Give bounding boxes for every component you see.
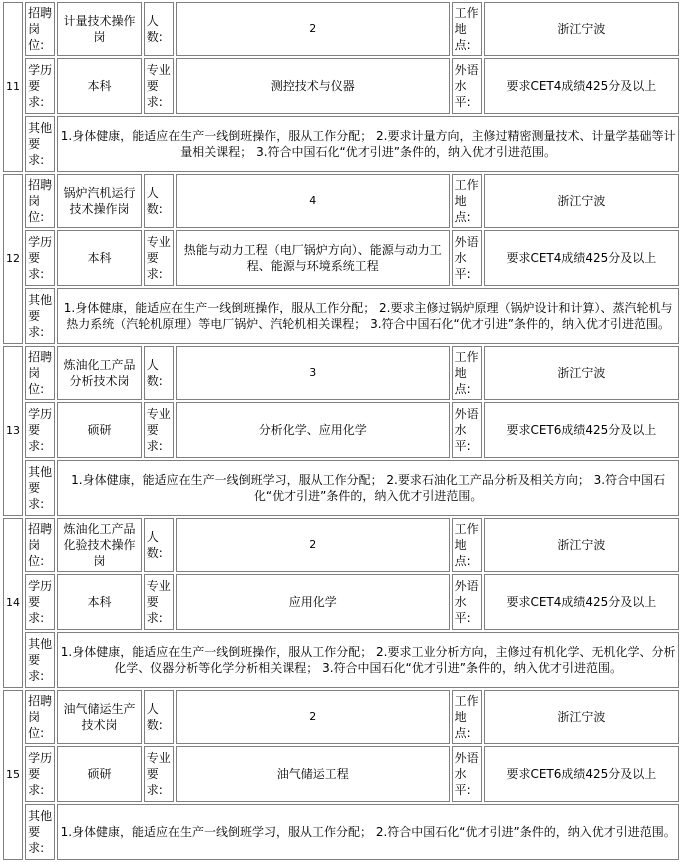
job-row-other [3, 632, 679, 688]
headcount-value: 4 [176, 174, 450, 228]
position-value: 锅炉汽机运行技术操作岗 [57, 174, 142, 228]
language-label: 外语水平: [452, 746, 482, 802]
headcount-value: 2 [176, 690, 450, 744]
major-label: 专业要求: [144, 230, 174, 286]
language-value: 要求CET4成绩425分及以上 [484, 230, 679, 286]
position-value: 炼油化工产品化验技术操作岗 [57, 518, 142, 572]
position-label: 招聘岗位: [25, 174, 55, 228]
job-row-position [3, 346, 679, 400]
other-label: 其他要求: [25, 116, 55, 172]
job-row-position [3, 2, 679, 56]
position-value: 炼油化工产品分析技术岗 [57, 346, 142, 400]
position-value: 计量技术操作岗 [57, 2, 142, 56]
position-label: 招聘岗位: [25, 690, 55, 744]
language-value: 要求CET6成绩425分及以上 [484, 746, 679, 802]
education-value: 本科 [57, 230, 142, 286]
job-row-education [3, 574, 679, 630]
major-label: 专业要求: [144, 746, 174, 802]
location-label: 工作地点: [452, 2, 482, 56]
major-label: 专业要求: [144, 58, 174, 114]
other-label: 其他要求: [25, 288, 55, 344]
education-value: 硕研 [57, 746, 142, 802]
major-label: 专业要求: [144, 574, 174, 630]
location-label: 工作地点: [452, 690, 482, 744]
job-row-other [3, 460, 679, 516]
education-label: 学历要求: [25, 574, 55, 630]
education-label: 学历要求: [25, 746, 55, 802]
job-row-education [3, 58, 679, 114]
education-label: 学历要求: [25, 230, 55, 286]
other-label: 其他要求: [25, 804, 55, 860]
headcount-value: 2 [176, 2, 450, 56]
job-row-other [3, 288, 679, 344]
job-row-position [3, 690, 679, 744]
location-value: 浙江宁波 [484, 690, 679, 744]
major-value: 分析化学、应用化学 [176, 402, 450, 458]
other-label: 其他要求: [25, 460, 55, 516]
headcount-value: 2 [176, 518, 450, 572]
job-row-position [3, 174, 679, 228]
job-seq-number: 13 [3, 346, 23, 516]
other-requirements-text: 1.身体健康，能适应在生产一线倒班操作，服从工作分配； 2.要求计量方向，主修过精密测量技术、计量学基础等计量相关课程； 3.符合中国石化“优才引进”条件的，纳入优才引进范围。 [57, 116, 679, 172]
other-requirements-text: 1.身体健康，能适应在生产一线倒班学习，服从工作分配； 2.要求石油化工产品分析及相关方向； 3.符合中国石化“优才引进”条件的，纳入优才引进范围。 [57, 460, 679, 516]
position-value: 油气储运生产技术岗 [57, 690, 142, 744]
headcount-value: 3 [176, 346, 450, 400]
recruitment-table [1, 0, 681, 862]
job-row-position [3, 518, 679, 572]
language-label: 外语水平: [452, 230, 482, 286]
education-label: 学历要求: [25, 58, 55, 114]
job-row-other [3, 804, 679, 860]
headcount-label: 人数: [144, 518, 174, 572]
headcount-label: 人数: [144, 346, 174, 400]
other-requirements-text: 1.身体健康，能适应在生产一线倒班操作，服从工作分配； 2.要求工业分析方向，主修过有机化学、无机化学、分析化学、仪器分析等化学分析相关课程； 3.符合中国石化“优才引进”条件的，纳入优才引进范围。 [57, 632, 679, 688]
education-label: 学历要求: [25, 402, 55, 458]
location-value: 浙江宁波 [484, 2, 679, 56]
job-seq-number: 14 [3, 518, 23, 688]
language-value: 要求CET4成绩425分及以上 [484, 58, 679, 114]
other-requirements-text: 1.身体健康，能适应在生产一线倒班学习，服从工作分配； 2.符合中国石化“优才引进”条件的，纳入优才引进范围。 [57, 804, 679, 860]
location-value: 浙江宁波 [484, 346, 679, 400]
location-label: 工作地点: [452, 174, 482, 228]
location-label: 工作地点: [452, 518, 482, 572]
job-row-education [3, 402, 679, 458]
job-row-other [3, 116, 679, 172]
position-label: 招聘岗位: [25, 2, 55, 56]
major-label: 专业要求: [144, 402, 174, 458]
education-value: 本科 [57, 574, 142, 630]
job-seq-number: 12 [3, 174, 23, 344]
headcount-label: 人数: [144, 690, 174, 744]
major-value: 应用化学 [176, 574, 450, 630]
headcount-label: 人数: [144, 174, 174, 228]
major-value: 油气储运工程 [176, 746, 450, 802]
location-label: 工作地点: [452, 346, 482, 400]
job-seq-number: 15 [3, 690, 23, 860]
other-label: 其他要求: [25, 632, 55, 688]
job-row-education [3, 746, 679, 802]
major-value: 测控技术与仪器 [176, 58, 450, 114]
location-value: 浙江宁波 [484, 174, 679, 228]
major-value: 热能与动力工程（电厂锅炉方向）、能源与动力工程、能源与环境系统工程 [176, 230, 450, 286]
position-label: 招聘岗位: [25, 518, 55, 572]
language-label: 外语水平: [452, 402, 482, 458]
job-seq-number: 11 [3, 2, 23, 172]
language-label: 外语水平: [452, 58, 482, 114]
education-value: 硕研 [57, 402, 142, 458]
position-label: 招聘岗位: [25, 346, 55, 400]
education-value: 本科 [57, 58, 142, 114]
language-value: 要求CET4成绩425分及以上 [484, 574, 679, 630]
language-label: 外语水平: [452, 574, 482, 630]
other-requirements-text: 1.身体健康，能适应在生产一线倒班操作，服从工作分配； 2.要求主修过锅炉原理（锅炉设计和计算）、蒸汽轮机与热力系统（汽轮机原理）等电厂锅炉、汽轮机相关课程； 3.符合中国石化“优才引进”条件的，纳入优才引进范围。 [57, 288, 679, 344]
headcount-label: 人数: [144, 2, 174, 56]
language-value: 要求CET6成绩425分及以上 [484, 402, 679, 458]
recruitment-table-body [3, 2, 679, 860]
job-row-education [3, 230, 679, 286]
location-value: 浙江宁波 [484, 518, 679, 572]
